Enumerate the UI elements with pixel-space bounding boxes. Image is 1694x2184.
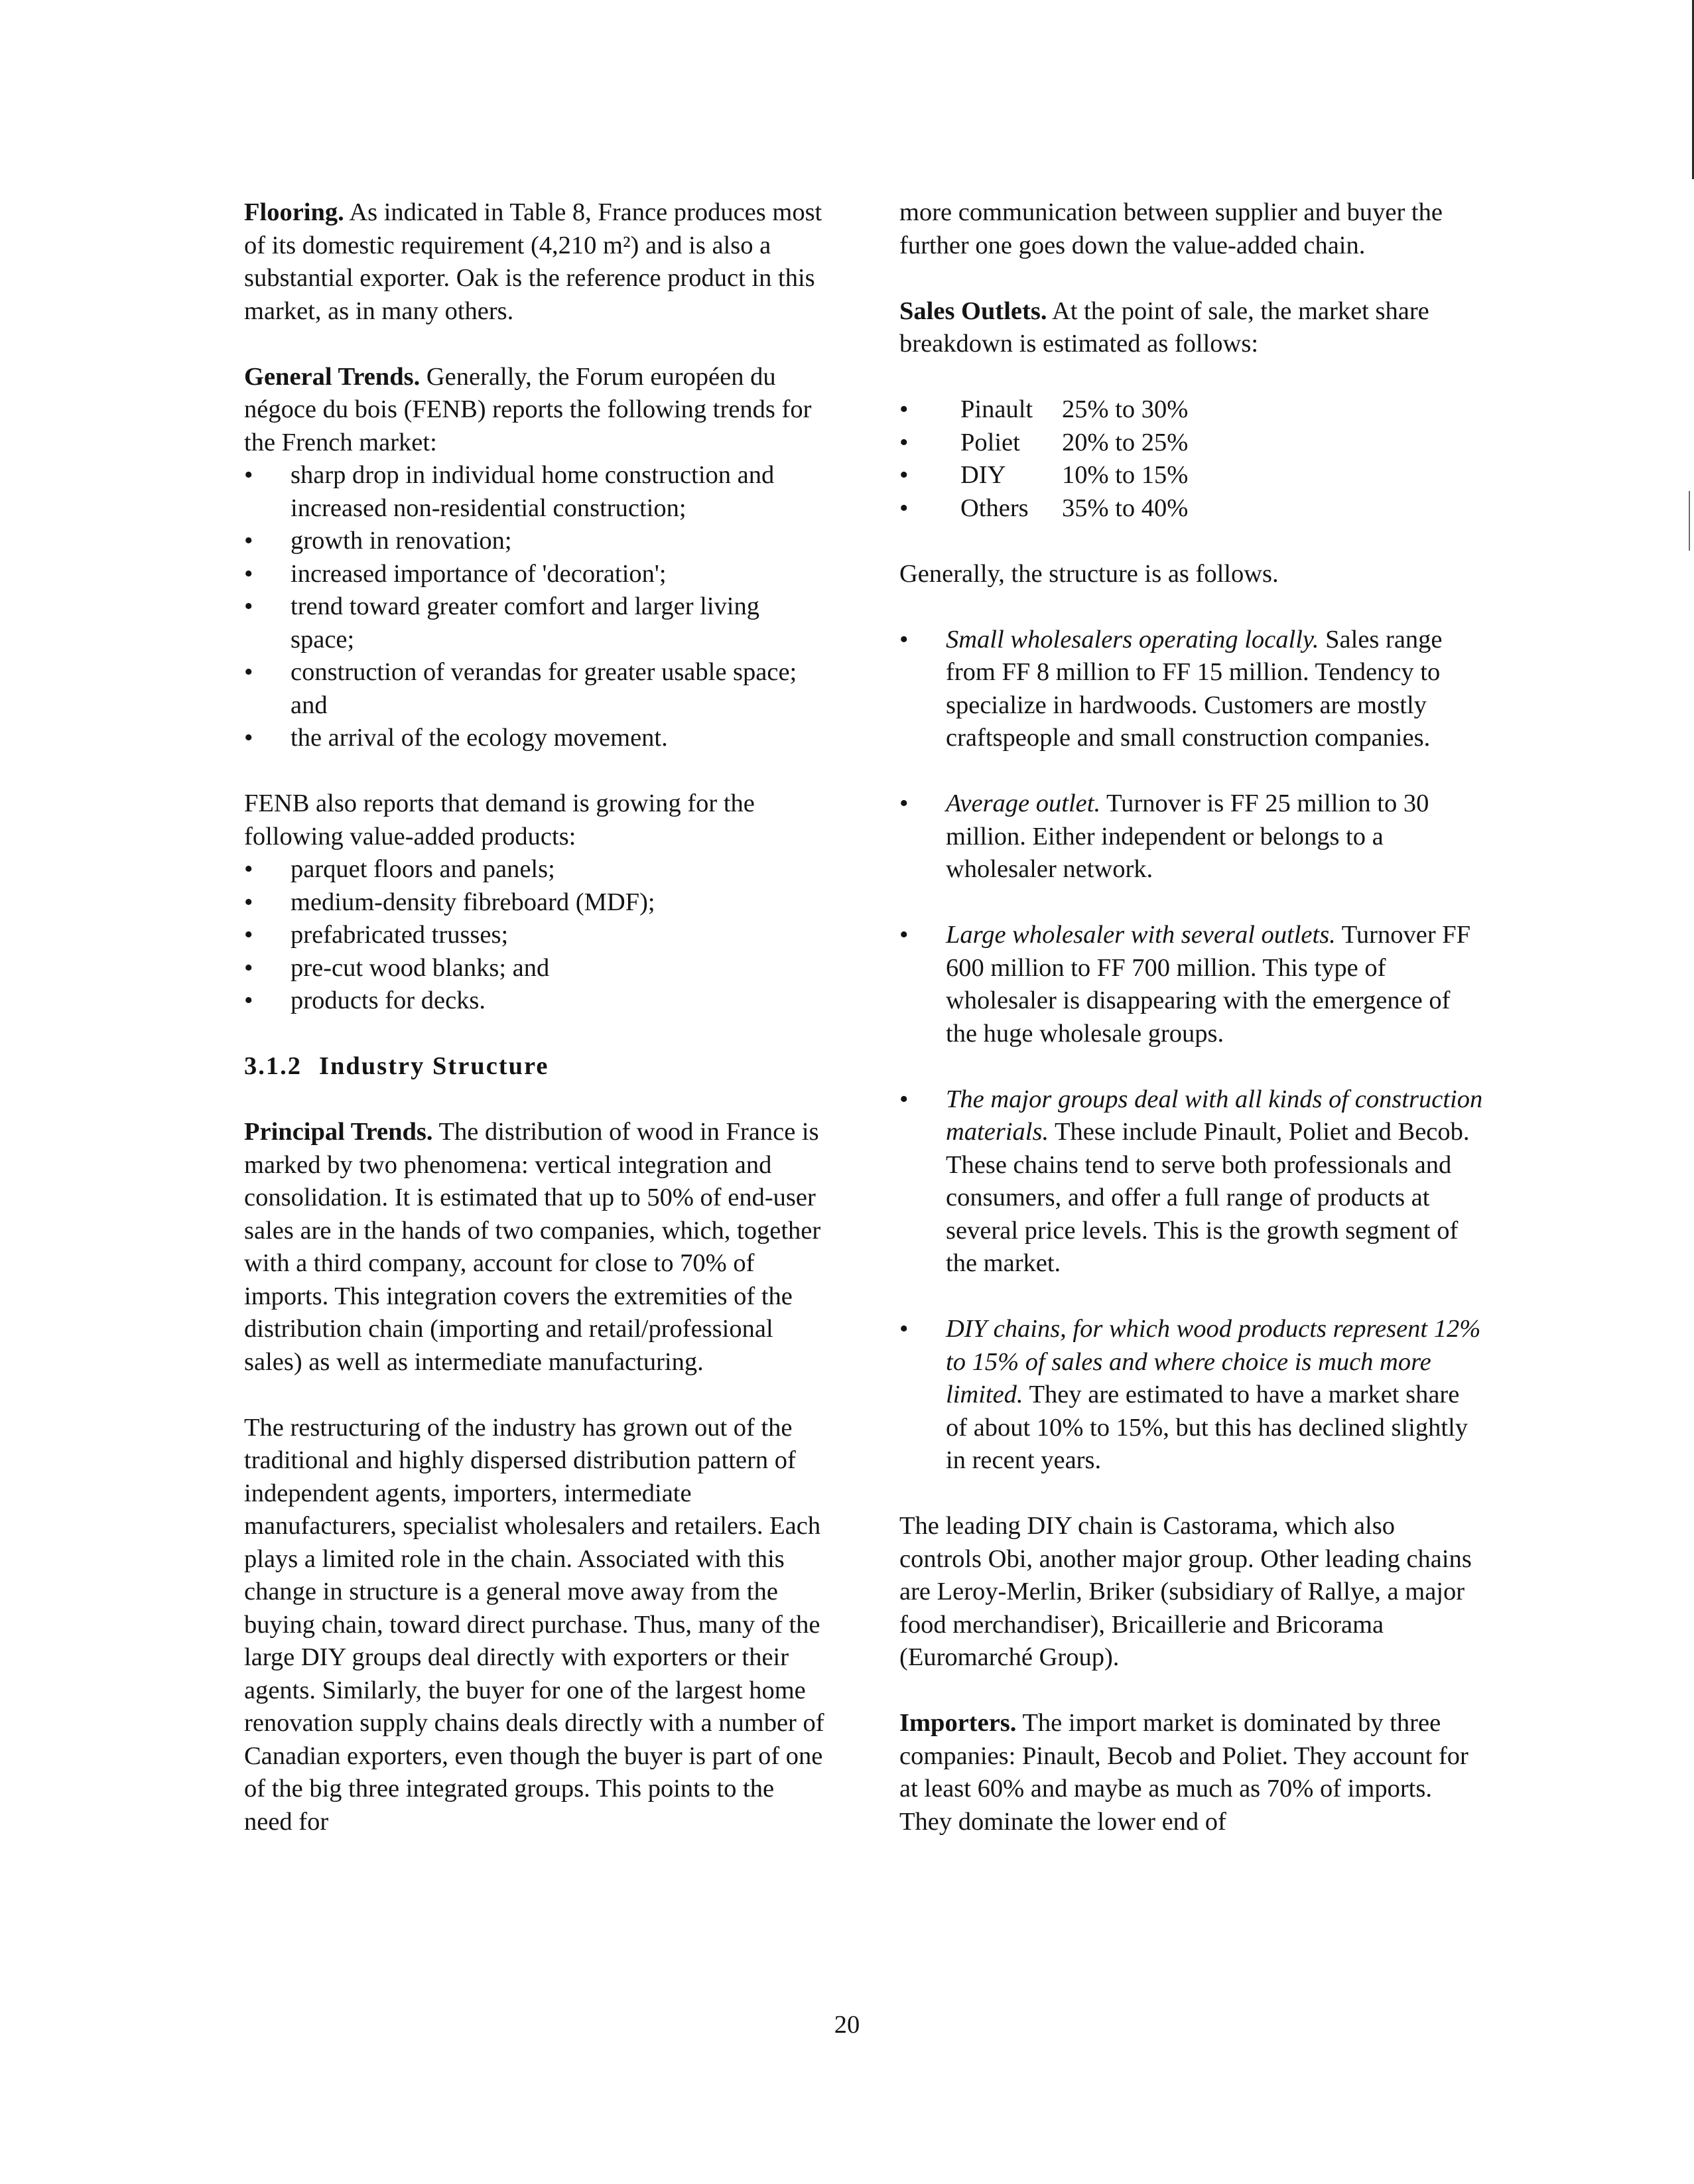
list-item: • DIY chains, for which wood products represent 12% to 15% of sales and where choice is much more limited. They are estimated to have a market share of about 10% to 15%, but this has declined slightly in recent years. xyxy=(899,1315,1481,1474)
value-added-products-list xyxy=(244,853,828,1018)
principal-trends-paragraph xyxy=(244,1116,828,1379)
market-share-row: • Poliet 20% to 25% xyxy=(899,428,1189,456)
principal-trends-text: The distribution of wood in France is marked by two phenomena: vertical integration and consolidation. It is estimated that up to 50% of end-user sales are in the hands of two companies, which, together with a third company, account for close to 70% of imports. This integration covers the extremities of the distribution chain (importing and retail/professional sales) as well as intermediate manufacturing. xyxy=(244,1118,821,1376)
market-share-row: • Others 35% to 40% xyxy=(899,494,1189,522)
importers-text: The import market is dominated by three companies: Pinault, Becob and Poliet. They account for at least 60% and maybe as much as 70% of imports. They dominate the lower end of xyxy=(899,1709,1468,1836)
fenb-paragraph: FENB also reports that demand is growing for the following value-added products: xyxy=(244,789,755,851)
left-column xyxy=(244,196,828,1838)
sales-outlets-text: At the point of sale, the market share breakdown is estimated as follows: xyxy=(899,297,1429,358)
scan-edge-mark xyxy=(1689,491,1690,551)
flooring-text: As indicated in Table 8, France produces most of its domestic requirement (4,210 m²) and is also a substantial exporter. Oak is the reference product in this market, as in many others. xyxy=(244,198,822,325)
market-share-row: • DIY 10% to 15% xyxy=(899,461,1189,489)
list-item: • growth in renovation; xyxy=(244,527,512,555)
list-item: • the arrival of the ecology movement. xyxy=(244,724,668,752)
sales-outlets-heading: Sales Outlets. xyxy=(899,297,1047,325)
section-number: 3.1.2 xyxy=(244,1052,302,1080)
flooring-paragraph xyxy=(244,196,828,328)
list-item: • Average outlet. Turnover is FF 25 million to 30 million. Either independent or belongs to a wholesaler network. xyxy=(899,789,1429,883)
page-number: 20 xyxy=(834,2011,860,2039)
list-item: • prefabricated trusses; xyxy=(244,921,509,949)
list-item: • construction of verandas for greater usable space; and xyxy=(244,658,797,719)
list-item: • pre-cut wood blanks; and xyxy=(244,953,550,982)
section-title: Industry Structure xyxy=(319,1052,549,1080)
trends-list xyxy=(244,459,828,755)
right-column xyxy=(899,196,1483,1838)
diy-chains-paragraph: The leading DIY chain is Castorama, which also controls Obi, another major group. Other leading chains are Leroy-Merlin, Briker (subsidiary of Rallye, a major food merchandiser), Bricaillerie and Bricorama (Euromarché Group). xyxy=(899,1512,1472,1671)
general-trends-heading: General Trends. xyxy=(244,362,421,391)
section-heading xyxy=(244,1050,828,1083)
importers-paragraph xyxy=(899,1707,1483,1838)
list-item: • Small wholesalers operating locally. Sales range from FF 8 million to FF 15 million. Tendency to specialize in hardwoods. Customers are mostly craftspeople and small construction companies. xyxy=(899,625,1443,752)
list-item: • sharp drop in individual home construction and increased non-residential construction; xyxy=(244,461,775,522)
general-trends-text: Generally, the Forum européen du négoce du bois (FENB) reports the following trends for the French market: xyxy=(244,362,812,456)
general-trends-paragraph xyxy=(244,361,828,460)
market-share-list xyxy=(899,393,1483,525)
principal-trends-heading: Principal Trends. xyxy=(244,1118,433,1146)
importers-heading: Importers. xyxy=(899,1709,1017,1737)
list-item: • trend toward greater comfort and larger living space; xyxy=(244,592,759,653)
market-share-row: • Pinault 25% to 30% xyxy=(899,395,1189,423)
list-item: • medium-density fibreboard (MDF); xyxy=(244,888,655,916)
list-item: • increased importance of 'decoration'; xyxy=(244,559,667,588)
continuation-paragraph: more communication between supplier and buyer the further one goes down the value-added chain. xyxy=(899,198,1443,259)
sales-outlets-paragraph xyxy=(899,295,1483,361)
list-item: • parquet floors and panels; xyxy=(244,855,555,883)
restructuring-paragraph: The restructuring of the industry has grown out of the traditional and highly dispersed distribution pattern of independent agents, importers, intermediate manufacturers, specialist wholesalers and retailers. Each plays a limited role in the chain. Associated with this change in structure is a general move away from the buying chain, toward direct purchase. Thus, many of the large DIY groups deal directly with exporters or their agents. Similarly, the buyer for one of the largest home renovation supply chains deals directly with a number of Canadian exporters, even though the buyer is part of one of the big three integrated groups. This points to the need for xyxy=(244,1413,824,1836)
flooring-heading: Flooring. xyxy=(244,198,344,226)
list-item: • The major groups deal with all kinds of construction materials. These include Pinault, Poliet and Becob. These chains tend to serve both professionals and consumers, and offer a full range of products at several price levels. This is the growth segment of the market. xyxy=(899,1085,1483,1277)
structure-list xyxy=(899,624,1483,1477)
structure-intro: Generally, the structure is as follows. xyxy=(899,559,1279,588)
list-item: • products for decks. xyxy=(244,987,486,1014)
list-item: • Large wholesaler with several outlets. Turnover FF 600 million to FF 700 million. This type of wholesaler is disappearing with the emergence of the huge wholesale groups. xyxy=(899,921,1471,1048)
